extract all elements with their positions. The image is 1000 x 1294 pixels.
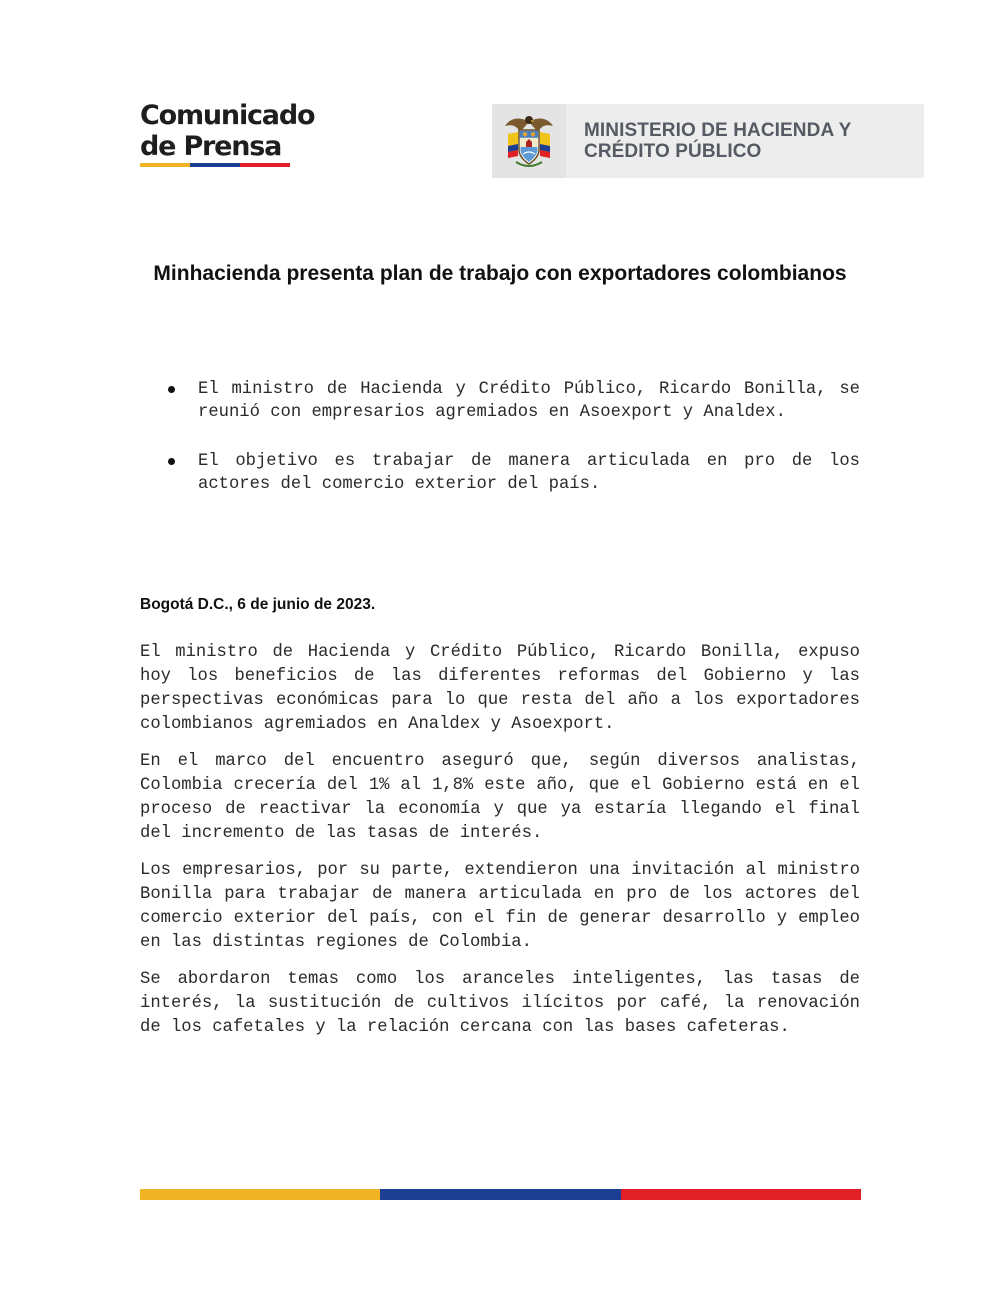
footer-tricolor-bar (140, 1189, 861, 1200)
footer-stripe-red (621, 1189, 861, 1200)
ministry-crest-box (492, 104, 566, 178)
footer-stripe-blue (380, 1189, 620, 1200)
bullet-icon (168, 386, 175, 393)
press-release-logo-line2: de Prensa (140, 131, 282, 162)
ministry-banner (492, 104, 924, 178)
highlight-item (164, 378, 860, 424)
article-body (140, 641, 860, 1053)
dateline: Bogotá D.C., 6 de junio de 2023. (140, 596, 376, 613)
ministry-name: MINISTERIO DE HACIENDA Y CRÉDITO PÚBLICO (584, 120, 852, 162)
stripe-yellow (140, 163, 190, 167)
footer-stripe-yellow (140, 1189, 380, 1200)
page-title: Minhacienda presenta plan de trabajo con exportadores colombianos (153, 262, 847, 285)
press-release-logo (140, 100, 350, 167)
bullet-icon (168, 458, 175, 465)
body-paragraph: En el marco del encuentro aseguró que, según diversos analistas, Colombia crecería del 1% al 1,8% este año, que el Gobierno está en el proceso de reactivar la economía y que ya estaría llegando el final del incremento de las tasas de interés. (140, 752, 860, 843)
highlights-list (164, 378, 860, 522)
body-paragraph: Los empresarios, por su parte, extendieron una invitación al ministro Bonilla para trabajar de manera articulada en pro de los actores del comercio exterior del país, con el fin de generar desarrollo y empleo en las distintas regiones de Colombia. (140, 861, 860, 952)
colombia-coat-of-arms-icon (502, 112, 556, 172)
press-release-logo-line1: Comunicado (140, 100, 315, 131)
body-paragraph: El ministro de Hacienda y Crédito Público, Ricardo Bonilla, expuso hoy los beneficios de las diferentes reformas del Gobierno y las perspectivas económicas para lo que resta del año a los exportadores colombianos agremiados en Analdex y Asoexport. (140, 643, 860, 734)
highlight-text: El ministro de Hacienda y Crédito Público, Ricardo Bonilla, se reunió con empresarios agremiados en Asoexport y Analdex. (198, 380, 860, 422)
highlight-item (164, 450, 860, 496)
highlight-text: El objetivo es trabajar de manera articulada en pro de los actores del comercio exterior del país. (198, 452, 860, 494)
body-paragraph: Se abordaron temas como los aranceles inteligentes, las tasas de interés, la sustitución de cultivos ilícitos por café, la renovación de los cafetales y la relación cercana con las bases cafeteras. (140, 970, 860, 1037)
press-release-logo-stripe (140, 163, 290, 167)
stripe-blue (190, 163, 240, 167)
stripe-red (240, 163, 290, 167)
